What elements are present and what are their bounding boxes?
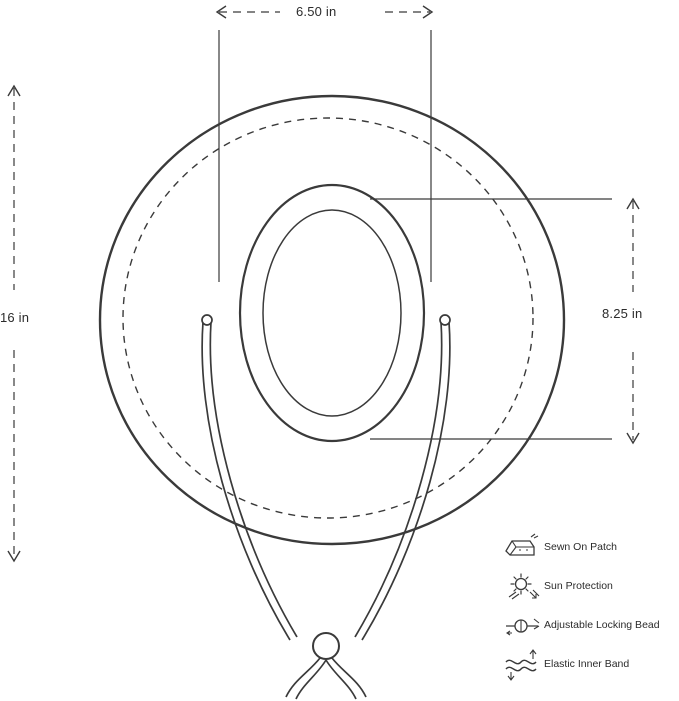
cord-tail-right-inner xyxy=(326,660,356,699)
legend-label: Sewn On Patch xyxy=(544,540,617,553)
cord-eyelet-left xyxy=(202,315,212,325)
sewn-on-patch-icon xyxy=(500,531,544,565)
elastic-inner-band-icon xyxy=(500,648,544,682)
sun-protection-icon xyxy=(500,570,544,604)
legend-label: Sun Protection xyxy=(544,579,613,592)
legend-label: Elastic Inner Band xyxy=(544,657,630,670)
dimension-label-overall-width: 16 in xyxy=(0,310,30,325)
legend-label: Adjustable Locking Bead xyxy=(544,618,660,631)
cord-tail-right-outer xyxy=(332,658,366,697)
cord-eyelet-right xyxy=(440,315,450,325)
feature-legend xyxy=(500,528,679,684)
cord-tail-left-inner xyxy=(296,660,326,699)
cord-tail-left-outer xyxy=(286,658,320,697)
adjustable-locking-bead-icon xyxy=(500,609,544,643)
locking-bead xyxy=(313,633,339,659)
legend-item-sun-protection xyxy=(500,567,679,606)
crown-inner xyxy=(263,210,401,416)
dimension-label-brim-width: 6.50 in xyxy=(296,4,337,19)
legend-item-adjustable-locking-bead xyxy=(500,606,679,645)
legend-item-sewn-on-patch xyxy=(500,528,679,567)
dimension-label-brim-depth: 8.25 in xyxy=(602,306,643,321)
hat-outline-group xyxy=(100,96,564,544)
legend-item-elastic-inner-band xyxy=(500,645,679,684)
